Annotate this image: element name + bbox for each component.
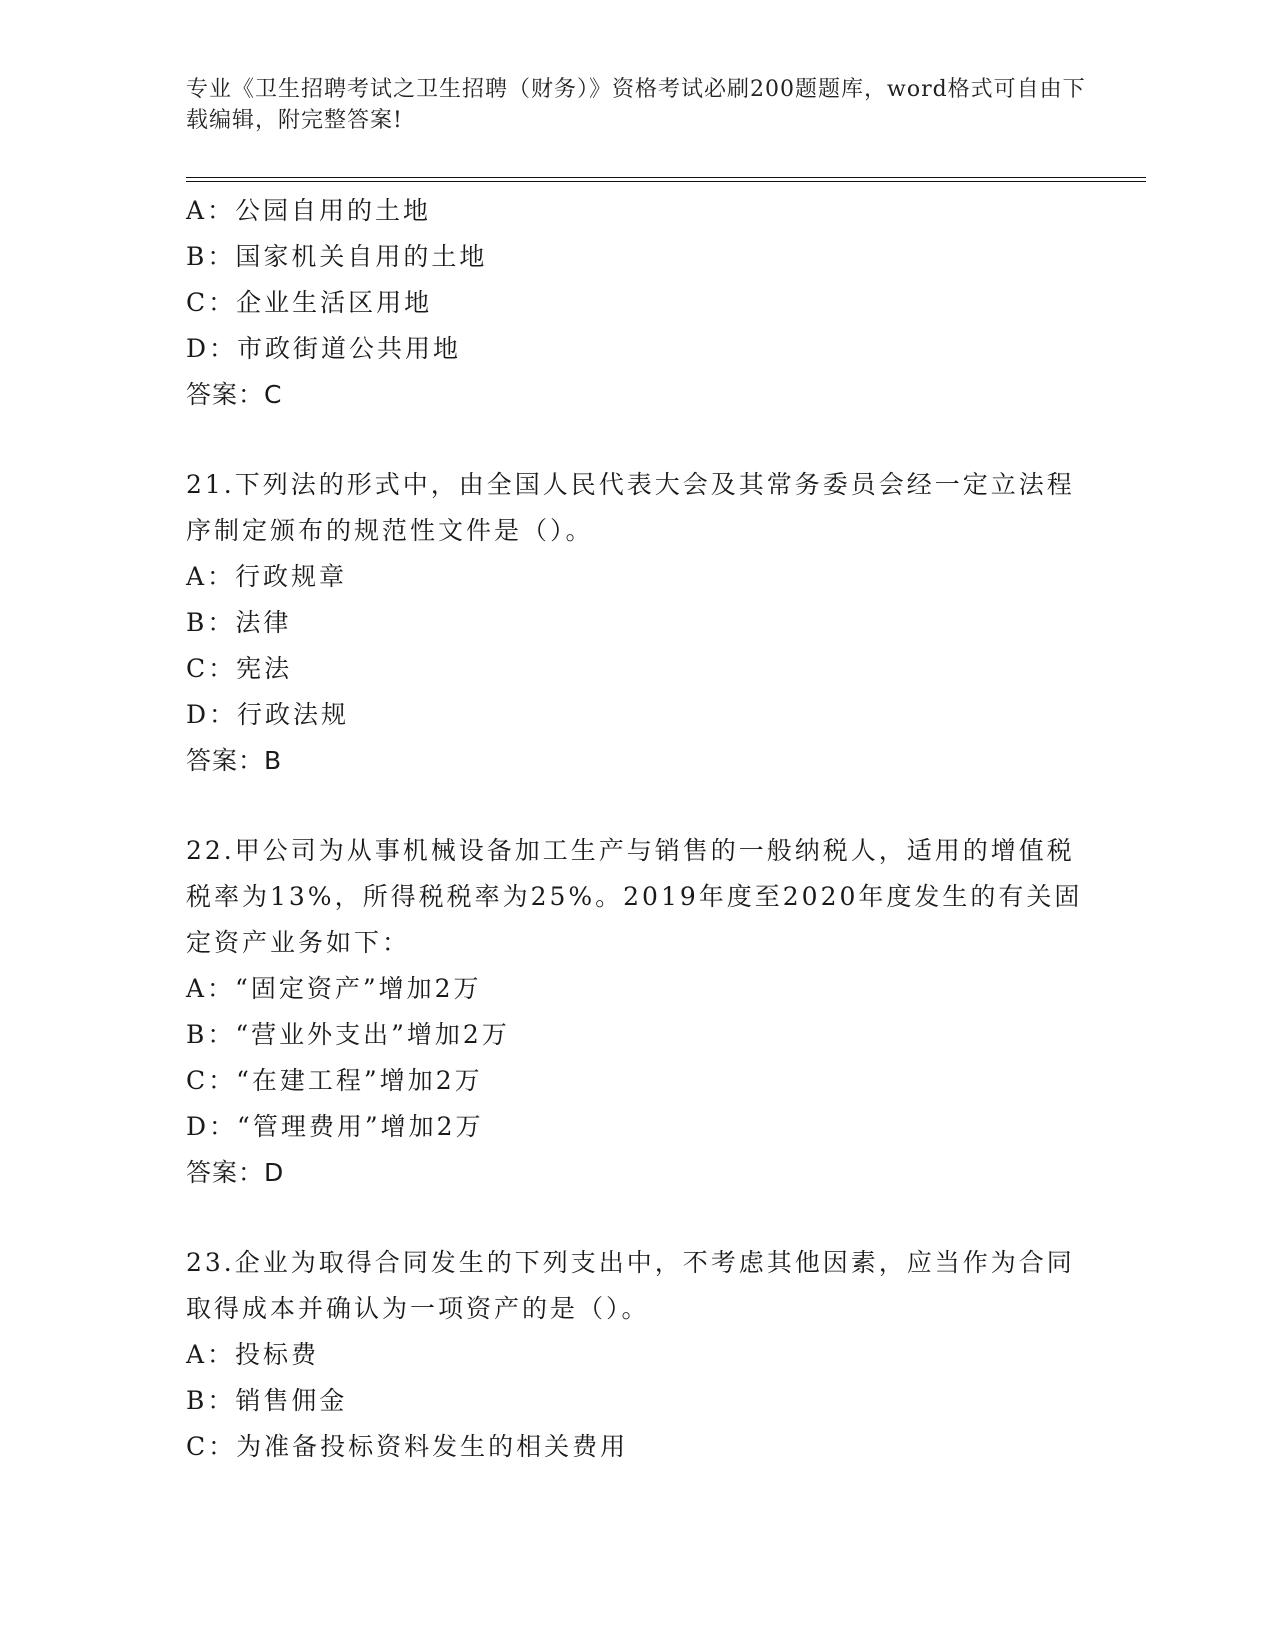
question-text: 21.下列法的形式中，由全国人民代表大会及其常务委员会经一定立法程序制定颁布的规范性文件是（）。 (186, 470, 1075, 545)
option-d: D：“管理费用”增加2万 (186, 1112, 484, 1141)
question-text: 22.甲公司为从事机械设备加工生产与销售的一般纳税人，适用的增值税税率为13%，所得税税率为25%。2019年度至2020年度发生的有关固定资产业务如下： (186, 836, 1083, 957)
answer-line: 答案：B (186, 746, 283, 775)
question-text: 23.企业为取得合同发生的下列支出中，不考虑其他因素，应当作为合同取得成本并确认为一项资产的是（）。 (186, 1248, 1075, 1323)
option-b: B：国家机关自用的土地 (186, 242, 488, 271)
option-a: A：行政规章 (186, 562, 348, 591)
option-c: C：为准备投标资料发生的相关费用 (186, 1432, 629, 1461)
document-header: 专业《卫生招聘考试之卫生招聘（财务）》资格考试必刷200题题库，word格式可自由下载编辑，附完整答案! (186, 77, 1086, 133)
option-a: A：公园自用的土地 (186, 196, 432, 225)
option-c: C：“在建工程”增加2万 (186, 1066, 483, 1095)
option-c: C：宪法 (186, 654, 293, 683)
answer-line: 答案：D (186, 1158, 285, 1187)
answer-line: 答案：C (186, 380, 283, 409)
option-a: A：“固定资产”增加2万 (186, 974, 482, 1003)
question-block-20 (186, 188, 1086, 418)
option-d: D：行政法规 (186, 700, 350, 729)
option-b: B：法律 (186, 608, 292, 637)
question-block-21 (186, 462, 1086, 784)
option-b: B：销售佣金 (186, 1386, 348, 1415)
header-divider (186, 177, 1146, 182)
question-block-22 (186, 828, 1086, 1196)
option-a: A：投标费 (186, 1340, 320, 1369)
option-d: D：市政街道公共用地 (186, 334, 462, 363)
question-block-23 (186, 1240, 1086, 1470)
document-body (186, 188, 1086, 1470)
option-b: B：“营业外支出”增加2万 (186, 1020, 510, 1049)
option-c: C：企业生活区用地 (186, 288, 433, 317)
